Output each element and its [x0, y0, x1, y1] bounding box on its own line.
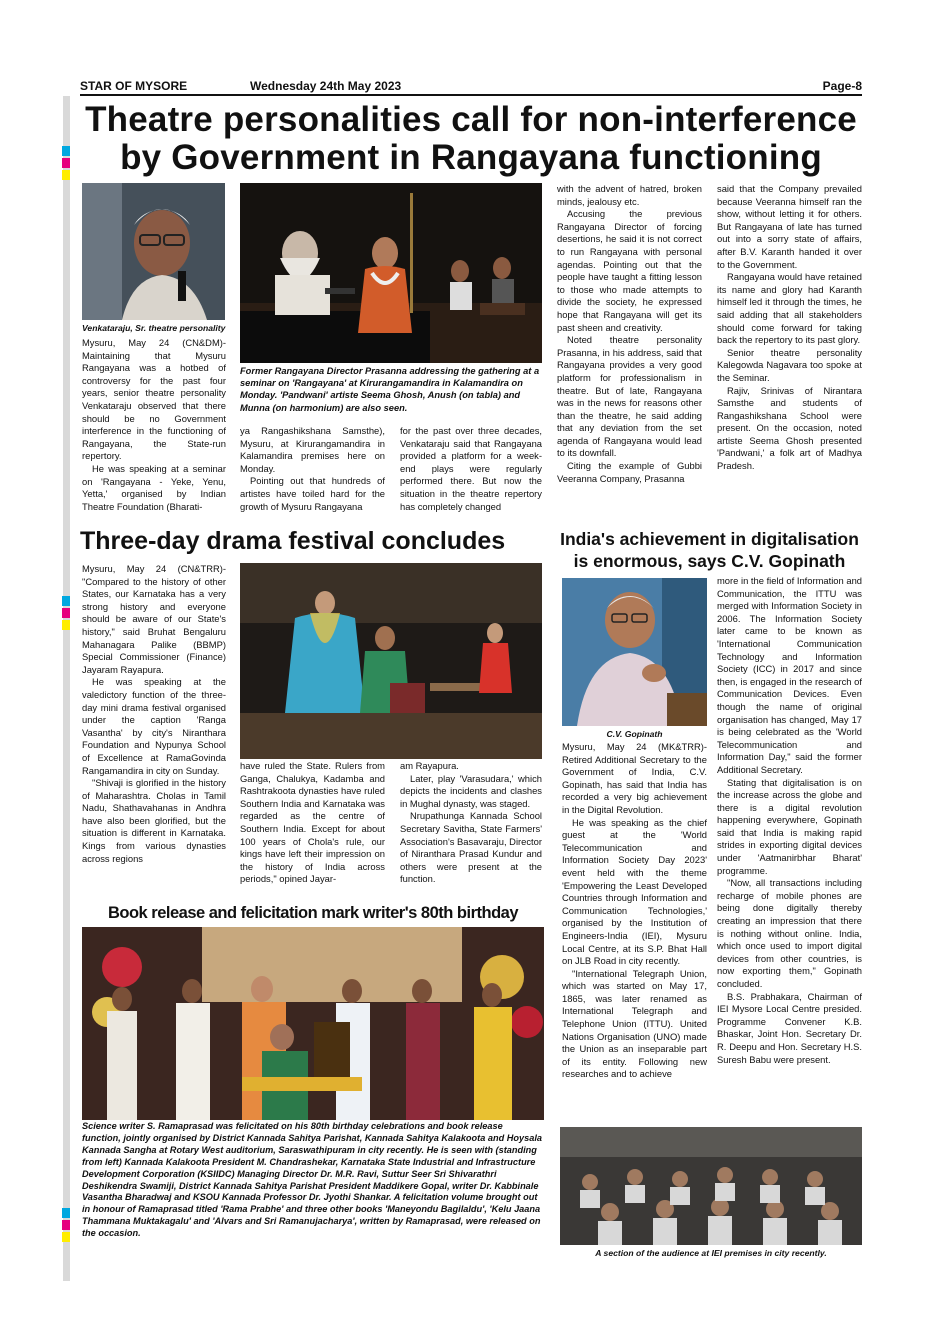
reg-mark-magenta	[62, 608, 70, 618]
paper-name: STAR OF MYSORE	[80, 79, 188, 93]
story4-col2-p3: "Now, all transactions including recharge of mobile phones are being done digitally thereby creating an impression that there is nothing without online. India, which once used to import digital devices from other countries, is now exporting them," Gopinath concluded.	[717, 877, 862, 989]
issue-date: Wednesday 24th May 2023	[250, 79, 402, 93]
felicitation-photo	[82, 927, 544, 1120]
story2-col1	[82, 563, 226, 899]
story4-col1	[562, 741, 707, 1119]
story1-col4	[557, 183, 702, 519]
story1-col4-p3: Noted theatre personality Prasanna, in his address, said that Rangayana provides a very good platform for professionalism in theatre. But of late, Rangayana was in the news for reasons other than the theatre, he said adding that any deviation from the set agenda of Rangayana would lead to its downfall.	[557, 334, 702, 459]
story1-col3	[400, 425, 542, 519]
reg-mark-magenta	[62, 1220, 70, 1230]
story4-headline-line1: India's achievement in digitalisation	[560, 529, 859, 549]
story2-col3	[400, 760, 542, 898]
story4-col2	[717, 575, 862, 1122]
story2-headline: Three-day drama festival concludes	[80, 527, 506, 555]
story1-col5	[717, 183, 862, 519]
story1-headline-line2: by Government in Rangayana functioning	[120, 138, 822, 177]
story2-col3-p1: am Rayapura.	[400, 760, 459, 771]
story3-headline: Book release and felicitation mark writer's 80th birthday	[107, 904, 519, 922]
felicitation-caption: Science writer S. Ramaprasad was felicitated on his 80th birthday celebrations and book release function, jointly organised by District Kannada Sahitya Parishat, Kannada Sahitya Kalakoota and Hoysala Kannada Sangha at Rotary West auditorium, Saraswathipuram in city recently. He is seen with (standing from left) Kannada Kalakoota President M. Chandrashekar, Karnataka State Industrial and Infrastructure Development Corporation (KSIIDC) Managing Director Dr. M.R. Ravi, Suttur Seer Sri Shivarathri Deshikendra Swamiji, District Kannada Sahitya Parishat President Maddikere Gopal, writer Dr. Kabbinale Vasantha Bharadwaj and KSOU Kannada Professor Dr. Jyothi Shankar. A felicitation volume brought out in honour of Ramaprasad titled 'Rama Prabhe' and three other books 'Maneyondu Bagilaldu', 'Kelu Jaana Thammana Muktakagalu' and 'Alvars and Sri Ramanujacharya', written by Ramaprasad, were released on the occasion.	[82, 1121, 542, 1239]
story1-col5-p1: said that the Company prevailed because Veeranna himself ran the show, without letting it for others. But Rangayana of late has turned out into a sorry state of affairs, after B.V. Karanth handed it over to the Government.	[717, 183, 862, 270]
venkataraju-photo	[82, 183, 225, 320]
story4-col2-p4: B.S. Prabhakara, Chairman of IEI Mysore Local Centre presided. Programme Convener K.B. Bhaskar, Joint Hon. Secretary Dr. R. Deepu and Hon. Secretary H.S. Suresh Babu were present.	[717, 990, 862, 1065]
story2-col2	[240, 760, 385, 898]
story4-headline-line2: is enormous, says C.V. Gopinath	[573, 551, 846, 571]
seminar-photo	[240, 183, 542, 363]
story1-col1-p1: Mysuru, May 24 (CN&DM)- Maintaining that Mysuru Rangayana was a hotbed of controversy for the past four years, senior theatre personality Venkataraju observed that there should be no Government interference in the functioning of Rangayana, the State-run repertory.	[82, 337, 226, 462]
margin-bar	[63, 96, 70, 1281]
venkataraju-caption: Venkataraju, Sr. theatre personality	[82, 323, 226, 333]
story1-col5-p3: Senior theatre personality Kalegowda Nagavara too spoke at the Seminar.	[717, 346, 862, 383]
story2-col1-p3: "Shivaji is glorified in the history of Maharashtra. Cholas in Tamil Nadu, Shathavahanas in Andhra have also been glorified, but the situation is different in Karnataka. Kings from various dynasties across regions	[82, 777, 226, 864]
story2-col2-p1: have ruled the State. Rulers from Ganga, Chalukya, Kadamba and Rashtrakoota dynasties have ruled Southern India and Karnataka was regarded as the centre of Southern India. Except for about 100 years of Chola's rule, our kings have left their impression on the history of India across periods," opined Jayar-	[240, 760, 385, 885]
story1-headline-line1: Theatre personalities call for non-interference	[85, 100, 857, 139]
reg-mark-yellow	[62, 620, 70, 630]
story2-col1-p2: He was speaking at the valedictory function of the three-day mini drama festival organised under the caption 'Ranga Vasantha' by city's Niranthara Foundation and Nypunya School of Excellence at RamaGovinda Rangamandira in city on Sunday.	[82, 676, 226, 776]
story1-col5-p4: Rajiv, Srinivas of Nirantara Samsthe and students of Rangashikshana School were present. On the occasion, noted artiste Seema Ghosh presented 'Pandwani,' a folk art of Madhya Pradesh.	[717, 384, 862, 472]
story1-col3-p1: for the past over three decades, Venkataraju said that Rangayana provided a platform for a week-end plays were regularly performed there. But now the situation in the theatre repertory has completely changed	[400, 425, 542, 512]
gopinath-photo	[562, 578, 707, 726]
reg-mark-cyan	[62, 596, 70, 606]
story4-col2-p2: Stating that digitalisation is on the increase across the globe and there is a digital revolution happening everywhere, Gopinath said that India is making rapid strides in exporting digital devices under 'Aatmanirbhar Bharat' programme.	[717, 776, 862, 876]
story1-col1	[82, 337, 226, 519]
story4-col2-p1: more in the field of Information and Communication, the ITTU was merged with Information Society in 2006. The Information Society later came to be known as 'International Communication Technology and Information Society (ICC) in 2017 and since then, is engaged in the research of Communication Devices. Even though the name of original organisation has changed, May 17 is being celebrated as the 'World Telecommunication and Information Day," said the former Additional Secretary.	[717, 575, 862, 775]
story1-col2-p2: Pointing out that hundreds of artistes have toiled hard for the growth of Mysuru Rangayana	[240, 475, 385, 512]
story4-col1-p1: Mysuru, May 24 (MK&TRR)- Retired Additional Secretary to the Government of India, C.V. Gopinath, has said that India has recorded a very big achievement in the Digital Revolution.	[562, 741, 707, 815]
drama-photo	[240, 563, 542, 759]
page-number: Page-8	[822, 79, 862, 93]
gopinath-caption: C.V. Gopinath	[606, 729, 663, 739]
header-rule	[80, 94, 862, 96]
reg-mark-yellow	[62, 1232, 70, 1242]
seminar-caption: Former Rangayana Director Prasanna addressing the gathering at a seminar on 'Rangayana' at Kirurangamandira in Kalamandira on Monday. 'Pandwani' artiste Seema Ghosh, Anush (on tabla) and Munna (on harmonium) are also seen.	[240, 366, 540, 413]
story1-col4-p4: Citing the example of Gubbi Veeranna Company, Prasanna	[557, 460, 702, 484]
reg-mark-cyan	[62, 1208, 70, 1218]
story2-col3-p3: Nrupathunga Kannada School Secretary Savitha, State Farmers' Association's Basavaraju, Director of Niranthara Prasad Kundur and others were present at the function.	[400, 810, 542, 885]
story1-col4-p2: Accusing the previous Rangayana Director of forcing desertions, he said it is not correct to run Rangayana with personal agendas. Pointing out that the people have taught a fitting lesson to those who made attempts to divide the society, he expressed hope that Rangayana will get its past sheen and creativity.	[557, 208, 702, 333]
audience-caption: A section of the audience at IEI premises in city recently.	[595, 1248, 827, 1258]
reg-mark-yellow	[62, 170, 70, 180]
reg-mark-magenta	[62, 158, 70, 168]
story1-col5-p2: Rangayana would have retained its name and glory had Karanth himself led it through the times, he said adding that all stakeholders should come forward for taking back the repertory to its past glory.	[717, 271, 862, 346]
story4-col1-p3: "International Telegraph Union, which was started on May 17, 1865, was later renamed as International Telegraph and Telephone Union (ITTU). United Nations Organisation (UNO) made the Union as an inseparable part of its entity. Following new researches and to achieve	[562, 967, 707, 1080]
reg-mark-cyan	[62, 146, 70, 156]
story1-col2-p1: ya Rangashikshana Samsthe), Mysuru, at Kirurangamandira in Kalamandira premises here on Monday.	[240, 425, 385, 474]
story1-col1-p2: He was speaking at a seminar on 'Rangayana - Yeke, Yenu, Yetta,' organised by Indian Theatre Foundation (Bharati-	[82, 462, 226, 512]
audience-photo	[560, 1127, 862, 1245]
story1-col4-p1: with the advent of hatred, broken minds, jealousy etc.	[557, 183, 702, 207]
story4-col1-p2: He was speaking as the chief guest at the 'World Telecommunication and Information Society Day 2023' event held with the theme 'Empowering the Least Developed Countries through Information and Communication Technologies,' organised by the Institution of Engineers-India (IEI), Mysuru Local Centre, at its S.P. Bhat Hall on JLB Road in city recently.	[562, 816, 707, 967]
story1-col2	[240, 425, 385, 519]
story2-col3-p2: Later, play 'Varasudara,' which depicts the incidents and clashes in Mughal dynasty, was staged.	[400, 772, 542, 809]
story2-col1-p1: Mysuru, May 24 (CN&TRR)- "Compared to the history of other States, our Karnataka has a very strong history and everyone should be aware of our State's history," said Bruhat Bengaluru Mahanagara Palike (BBMP) Special Commissioner (Finance) Jayaram Rayapura.	[82, 563, 226, 675]
